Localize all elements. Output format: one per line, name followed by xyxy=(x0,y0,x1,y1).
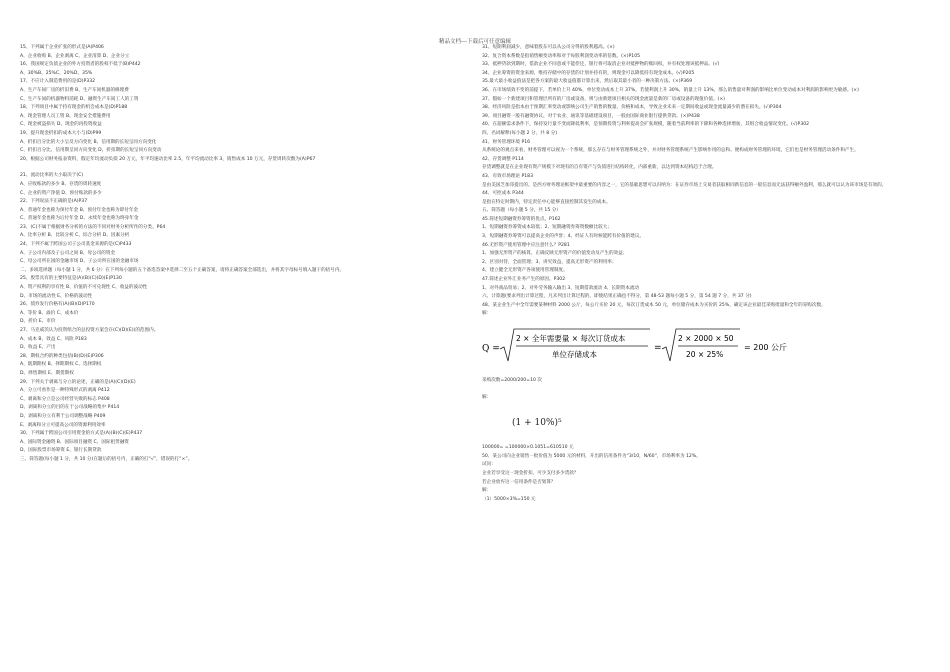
left-text-line: C、剥离和分立是公司经营失败的标志 P408 xyxy=(20,396,110,402)
left-text-line: 29、下列关于剥离与分立的论述，正确的是(A)(C)(D)(E) xyxy=(20,379,136,385)
left-text-line: D、收益 E、产出 xyxy=(20,345,56,351)
right-text-line: 38、经济风险是指本由于预期汇率变动或影响公司生产销售的数量、价格和成本，导致企业未来一定期间收益或现金流量减少的潜在损失。(√)P304 xyxy=(482,105,782,111)
formula-block xyxy=(482,323,932,371)
left-text-line: C、生产车间的机器物料消耗 D、融资生产车间工人的工资 xyxy=(20,96,139,102)
left-text-line: E、剥离和分立可提高公司的资源利用效率 xyxy=(20,422,106,428)
right-text-line: 43、有效市场理论 P183 xyxy=(482,173,534,179)
right-text-line: 试问： xyxy=(482,462,496,468)
right-text-line: 47.简述企业外汇业务产生的原因。P302 xyxy=(482,277,566,283)
left-text-line: 18、下列项目中属于持有现金的机会成本是(D)P188 xyxy=(20,105,128,111)
left-text-line: 17、不应计入制造费用的是(D)P332 xyxy=(20,79,96,85)
left-text-line: A、子公司内部及子公司之间 B、母公司的资金 xyxy=(20,250,116,256)
right-text-line: 32、复合资本系数是指销售额变动率和对于每股利润变动率的倍数。(×)P105 xyxy=(482,53,641,59)
right-text-line: 34、企业筹资的资金来源，维持存储中的存货的计划并持有的，则现金可以降低持有现金成本。(√)P205 xyxy=(482,70,695,76)
right-text-line: 33、抵押贷款到期时，借款企业不同意或不能偿还，银行将可取消企业对抵押物的赎回权，并有权处理该抵押品。(√) xyxy=(482,62,720,68)
left-text-line: 22、下列说法不正确的是(A)P37 xyxy=(20,199,88,205)
right-text-line: 1、短期融资券筹资成本较低；2、短期融资券筹资数额比较大； xyxy=(482,225,612,231)
fraction-label: (1 + 10%)⁵ xyxy=(512,418,562,429)
right-text-line: 采购次数=2000/200=10 次 xyxy=(482,378,542,383)
right-text-line: 六、计算题(要求列出计算过程，凡未列出计算过程的，即使结果正确也不得分，第 48-53 题每小题 5 分，第 54 题 7 分，共 37 分) xyxy=(482,294,752,300)
left-text-line: 20、根据公司财务报表资料，假定年均流动负债 20 万元，年平均速动比率 2.5，年平均流动比率 3，销售成本 10 万元，存货周转次数为(A)P67 xyxy=(20,156,316,162)
formula-result: = 200 公斤 xyxy=(744,343,788,352)
left-text-line: A、既期期权 B、择期期权 C、选择期权 xyxy=(20,362,102,368)
svg-text:=: = xyxy=(654,343,662,353)
left-text-line: A、现金管理人员工资 B、现金安全措施费用 xyxy=(20,113,111,119)
left-text-line: 15、下列属于企业扩张的形式是(A)P406 xyxy=(20,45,104,50)
formula-den-left: 单位存储成本 xyxy=(552,350,597,359)
left-text-line: C、普通年金也称为后付年金 D、永续年金也称为终身年金 xyxy=(20,216,139,222)
right-text-line: 100000= =100000×0.1051=610510 元 xyxy=(482,445,574,451)
left-text-line: 27、马克威茨认为投资组合的总投资方案会在(C)(D)(E)(的范围内。 xyxy=(20,328,159,333)
right-text-line: 3、短期融资券筹资可以提高企业的声誉；4、经证人有时候能跨有价值的建议。 xyxy=(482,234,645,240)
right-text-line: 45.简述短期融资券筹资的优点。P162 xyxy=(482,216,561,222)
right-text-line: 48、某企业生产中全年需要某种材料 2000 公斤，每公斤买价 20 元，每次订货成本 50 元，单位储存成本为买价的 25%，确定该企业最佳采购批量和全年的采购次数。 xyxy=(482,302,826,308)
left-text-line: 三、简答题(每小题 1 分，共 10 分)在题后的括号内，正确的打“√”，错误的打“×”。 xyxy=(20,456,193,462)
left-text-line: D、剥离和分立的目的在于公司战略的集中 P414 xyxy=(20,405,120,411)
right-text-line: 2、区别对待，全面管理；3、讲究效益，提高无形资产的利用率； xyxy=(482,259,617,265)
left-text-line: 25、股票具有的主要特征是(A)(B)(C)(D)(E)P130 xyxy=(20,276,122,282)
left-text-line: 16、我国规定负债企业的外方投资者的股权不低于(B)P442 xyxy=(20,62,141,68)
left-text-line: A、等价 B、溢价 C、成本价 xyxy=(20,310,79,316)
left-text-line: C、企业的资产净值 D、预付账款的多少 xyxy=(20,190,102,196)
right-text-line: 是由美国芝加哥提出的。是西方财务理论框架中最重要的内容之一，它的基础思想可以归纳为：在证券市场上交易者获取相同新信息的一般信息而无法获得额外盈利，那么就可以认为该市场是有效的。 xyxy=(482,182,887,188)
left-text-line: C、现金被盗损失 D、现金的再投资收益 xyxy=(20,122,102,128)
left-text-line: D、国际股票市场筹资 E、银行长期贷款 xyxy=(20,448,102,454)
right-text-line: 36、在市场绩效不变的前提下，若单价上升 40%，单位变动成本上升 37%，若使利润上升 30%，销量上升 13%，那么销售量对利润的影响比单位变动成本对利润的影响更为敏感。(×) xyxy=(482,87,859,93)
right-text-line: 解： xyxy=(482,394,492,400)
right-text-line: 解： xyxy=(482,311,492,317)
left-text-line: D、剥离和分立有利于公司调整战略 P409 xyxy=(20,413,106,419)
left-text-line: D、择售期权 E、期货期权 xyxy=(20,370,74,376)
page-header: 精品文档---下载后可任意编辑 xyxy=(439,39,511,45)
right-text-line: 4、建立健全无形资产各项使用管理制度。 xyxy=(482,268,568,274)
left-text-line: 二、多项选择题（每小题 1 分，共 6 分）在下列每小题的五个备选答案中选择二至五个正确答案，请将正确答案全部选出，并将其字母标号填入题干的括号内。 xyxy=(20,267,345,273)
right-text-line: 46.无形资产使用管理中应注意什么？P281 xyxy=(482,242,570,248)
left-text-line: A、资产权利的享有性 B、价值的不可兑现性 C、收益的波动性 xyxy=(20,285,148,291)
left-text-line xyxy=(20,164,470,172)
right-text-line: 35.最大最小收益值法是把各方案的最大收益值都计算出来，然后取其最小者的一种决策方法。(×)P369 xyxy=(482,79,693,85)
left-text-line: A、成本 B、效益 C、风险 P183 xyxy=(20,336,87,342)
left-text-line: 26、债券发行价格有(A)(B)(D)P170 xyxy=(20,302,95,308)
left-text-line: A、30%B、25%C、20%D、35% xyxy=(20,70,93,76)
right-text-line: 企业若享受这一现金折扣，可少支付多少货款？ xyxy=(482,470,579,476)
left-text-line: A、分立可看作是一种特殊形式的剥离 P412 xyxy=(20,388,110,394)
fraction-block xyxy=(482,410,932,440)
left-text-line: A、折扣百分比的大小呈反方向变化 B、信用期的长短呈同方向变化 xyxy=(20,139,157,145)
left-text-line: 30、下列属于跨国公司引用资金的方式是(A)(B)(C)(E)P437 xyxy=(20,431,143,437)
right-text-line: 从系统论的观点来看，财务管理可以视为一个系统，那么存在与财务管理系统之外，并对财务管理系统产生影响作用的总和。便构成财务管理的环境，它们也是财务管理活动条件和产生。 xyxy=(482,148,859,154)
formula-num-right: 2 × 2000 × 50 xyxy=(678,334,734,343)
left-text-line: A、国际资金融资 B、国际项目融资 C、国际租赁融资 xyxy=(20,439,129,445)
left-text-line: 23、(C)不属于根据财务分析的方法的不同对财务分析所作的分类。P64 xyxy=(20,224,166,230)
right-text-line: 31、短期利润减少，意味着股东可以从公司分得的股利越高。(×) xyxy=(482,45,615,50)
right-text-line: 四、名词解释(每小题 2 分，共 8 分) xyxy=(482,130,557,136)
left-text-line: 19、提升现金折扣的成本大小与(D)P99 xyxy=(20,130,102,136)
left-text-line: 24、下列不属于跨国公司子公司基金来源的是(C)P433 xyxy=(20,242,132,248)
right-text-line: 1、对外商品贸易；2、对外劳务输入输出 3、短期借款流动 4、长期资本流动 xyxy=(482,285,640,291)
left-text-line: D、市场的流动性 E、价格的波动性 xyxy=(20,293,93,299)
right-text-line: 44、可控成本 P344 xyxy=(482,191,524,197)
right-text-line: 37、假如一个新建项目和管理层所有的厂房或设备，则与由新建项目相关的现金流量是新的厂房或设备的现值价值。(×) xyxy=(482,96,725,102)
formula-den-right: 20 × 25% xyxy=(686,350,724,359)
right-text-line: 是指在特定时期内，特定责任中心能够直接控制其发生的成本。 xyxy=(482,199,611,205)
right-text-line: 存货调整就是在企业现有资产规模下对现有的自有资产与负债进行结构转化，内部重新，以达到资本结构趋于合理。 xyxy=(482,165,717,171)
right-text-line: 40、在超额需求条件下，保持发行量不变而降低利率，是预期投资与利率提高会扩张规模，随着当前利率的下降和各种选择增加，其组合收益情况变化。(√)P302 xyxy=(482,122,810,128)
right-column xyxy=(482,44,932,504)
left-text-line: 21、流动比率的大小取决于(C) xyxy=(20,173,84,179)
right-text-line: 解： xyxy=(482,488,492,494)
left-text-line: A、生产车间厂房的折旧费 B、生产车间机器的修理费 xyxy=(20,87,129,93)
left-text-line: 28、期权合约的种类包括(B)(D)(E)P306 xyxy=(20,353,104,359)
right-text-line: 若企业放弃这一信用条件是否划算？ xyxy=(482,479,556,485)
right-text-line xyxy=(482,386,932,394)
right-text-line: 42、存货调整 P114 xyxy=(482,156,524,162)
left-text-line: A、比率分析 B、比较分析 C、综合分析 D、因素分析 xyxy=(20,233,130,239)
left-text-line: D、折价 E、市价 xyxy=(20,319,56,325)
left-text-line: A、应收账款的多少 B、存货的周转速度 xyxy=(20,181,102,187)
left-text-line: A、企业收购 B、企业剥离 C、企业清算 D、企业分立 xyxy=(20,53,130,59)
left-text-line: A、普通年金也称为预付年金 B、预付年金也称为即付年金 xyxy=(20,207,139,213)
left-text-line: C、母公司所在国的金融市场 D、子公司所在国的金融市场 xyxy=(20,259,139,265)
formula-lhs: Q = xyxy=(482,344,500,354)
left-column xyxy=(20,44,470,465)
right-text-line: 39、项目融资一般有融资协议、对于农业、通讯等基础建设项目，一般由国际商业银行提供贷款。(×)P438 xyxy=(482,113,700,119)
right-text-line: 41、财务管理环境 P16 xyxy=(482,139,531,145)
right-text-line: 五、简答题（每小题 5 分，共 15 分） xyxy=(482,208,561,214)
right-text-line: 1、加强无形资产的核算，正确反映无形资产的价值变动及产生的效益； xyxy=(482,251,628,257)
right-text-line: （1）5000×3%=150 元 xyxy=(482,496,536,502)
formula-num-left: 2 × 全年需要量 × 每次订货成本 xyxy=(516,334,626,343)
left-text-line: C、折扣百分比、信用期呈同方向变化 D、折扣期的长短呈同方向变动 xyxy=(20,148,162,154)
right-text-line: 50、某公司向企业销售一批价值为 5000 元的材料，开出的信用条件为“3/10，N/60”，市场利率为 12%。 xyxy=(482,453,701,459)
